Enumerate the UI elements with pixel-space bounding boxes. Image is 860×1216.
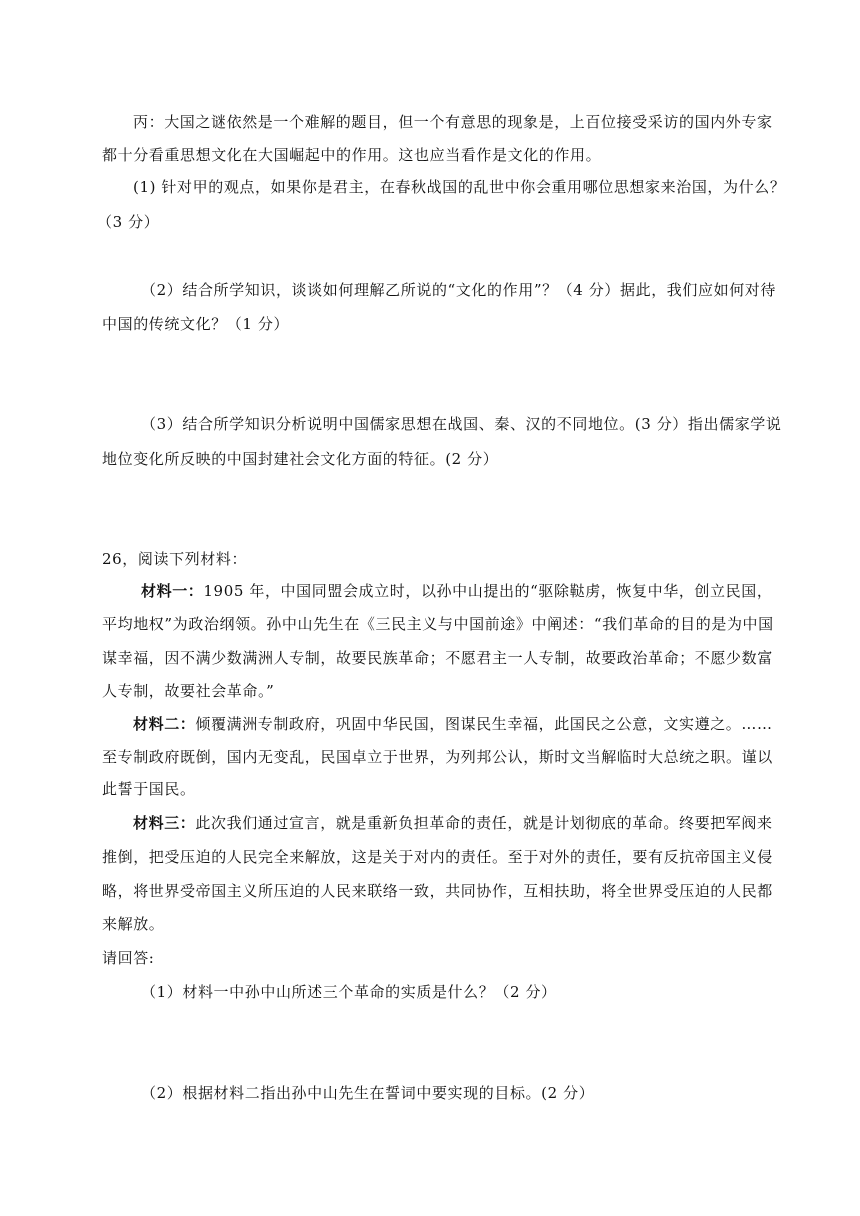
- material-2-line-3: 此誓于国民。: [102, 780, 196, 798]
- material-1-line-4: 人专制，故要社会革命。”: [102, 682, 275, 700]
- material-1-line-3: 谋幸福，因不满少数满洲人专制，故要民族革命；不愿君主一人专制，故要政治革命；不愿少数富: [102, 649, 773, 667]
- q25-sub2-line-2: 中国的传统文化？（1 分）: [102, 315, 290, 333]
- material-3-text: 此次我们通过宣言，就是重新负担革命的责任，就是计划彻底的革命。终要把军阀来: [195, 814, 773, 832]
- q25-sub3-line-1: （3）结合所学知识分析说明中国儒家思想在战国、秦、汉的不同地位。(3 分）指出儒家学说: [141, 415, 782, 433]
- q25-sub1-line-2: （3 分）: [97, 213, 160, 231]
- material-2-text: 倾覆满洲专制政府，巩固中华民国，图谋民生幸福，此国民之公意，文实遵之。……: [195, 715, 773, 733]
- material-2-label: 材料二：: [133, 715, 196, 733]
- material-2-line-2: 至专制政府既倒，国内无变乱，民国卓立于世界，为列邦公认，斯时文当解临时大总统之职。谨以: [102, 748, 773, 766]
- q25-sub3-line-2: 地位变化所反映的中国封建社会文化方面的特征。(2 分）: [102, 450, 499, 468]
- q26-sub1: （1）材料一中孙中山所述三个革命的实质是什么？（2 分）: [141, 983, 557, 1001]
- material-1-text: 1905 年，中国同盟会成立时，以孙中山提出的“驱除鞑虏，恢复中华，创立民国，: [203, 582, 773, 600]
- q26-heading: 26，阅读下列材料：: [102, 550, 248, 568]
- material-1-label: 材料一：: [141, 582, 204, 600]
- q25-sub2-line-1: （2）结合所学知识，谈谈如何理解乙所说的“文化的作用”？（4 分）据此，我们应如何对待: [141, 281, 776, 299]
- material-3-line-4: 来解放。: [102, 915, 165, 933]
- q26-sub2: （2）根据材料二指出孙中山先生在誓词中要实现的目标。(2 分）: [141, 1084, 595, 1102]
- bing-paragraph-line-1: [133, 112, 773, 132]
- material-3-label: 材料三：: [133, 814, 196, 832]
- bing-paragraph-line-2: 都十分看重思想文化在大国崛起中的作用。这也应当看作是文化的作用。: [102, 146, 602, 164]
- material-3-line-2: 推倒，把受压迫的人民完全来解放，这是关于对内的责任。至于对外的责任，要有反抗帝国主义侵: [102, 848, 773, 866]
- bing-text: 大国之谜依然是一个难解的题目，但一个有意思的现象是，上百位接受采访的国内外专家: [164, 113, 773, 131]
- answer-prompt: 请回答:: [102, 949, 155, 967]
- material-3-line-1: [133, 813, 773, 833]
- bing-label: 丙：: [133, 113, 165, 131]
- material-2-line-1: [133, 714, 773, 734]
- material-1-line-1: [141, 581, 772, 601]
- q25-sub1-line-1: (1) 针对甲的观点，如果你是君主，在春秋战国的乱世中你会重用哪位思想家来治国，为什么？: [133, 178, 786, 196]
- material-3-line-3: 略，将世界受帝国主义所压迫的人民来联络一致，共同协作，互相扶助，将全世界受压迫的人民都: [102, 882, 773, 900]
- material-1-line-2: 平均地权”为政治纲领。孙中山先生在《三民主义与中国前途》中阐述：“我们革命的目的是为中国: [102, 615, 774, 633]
